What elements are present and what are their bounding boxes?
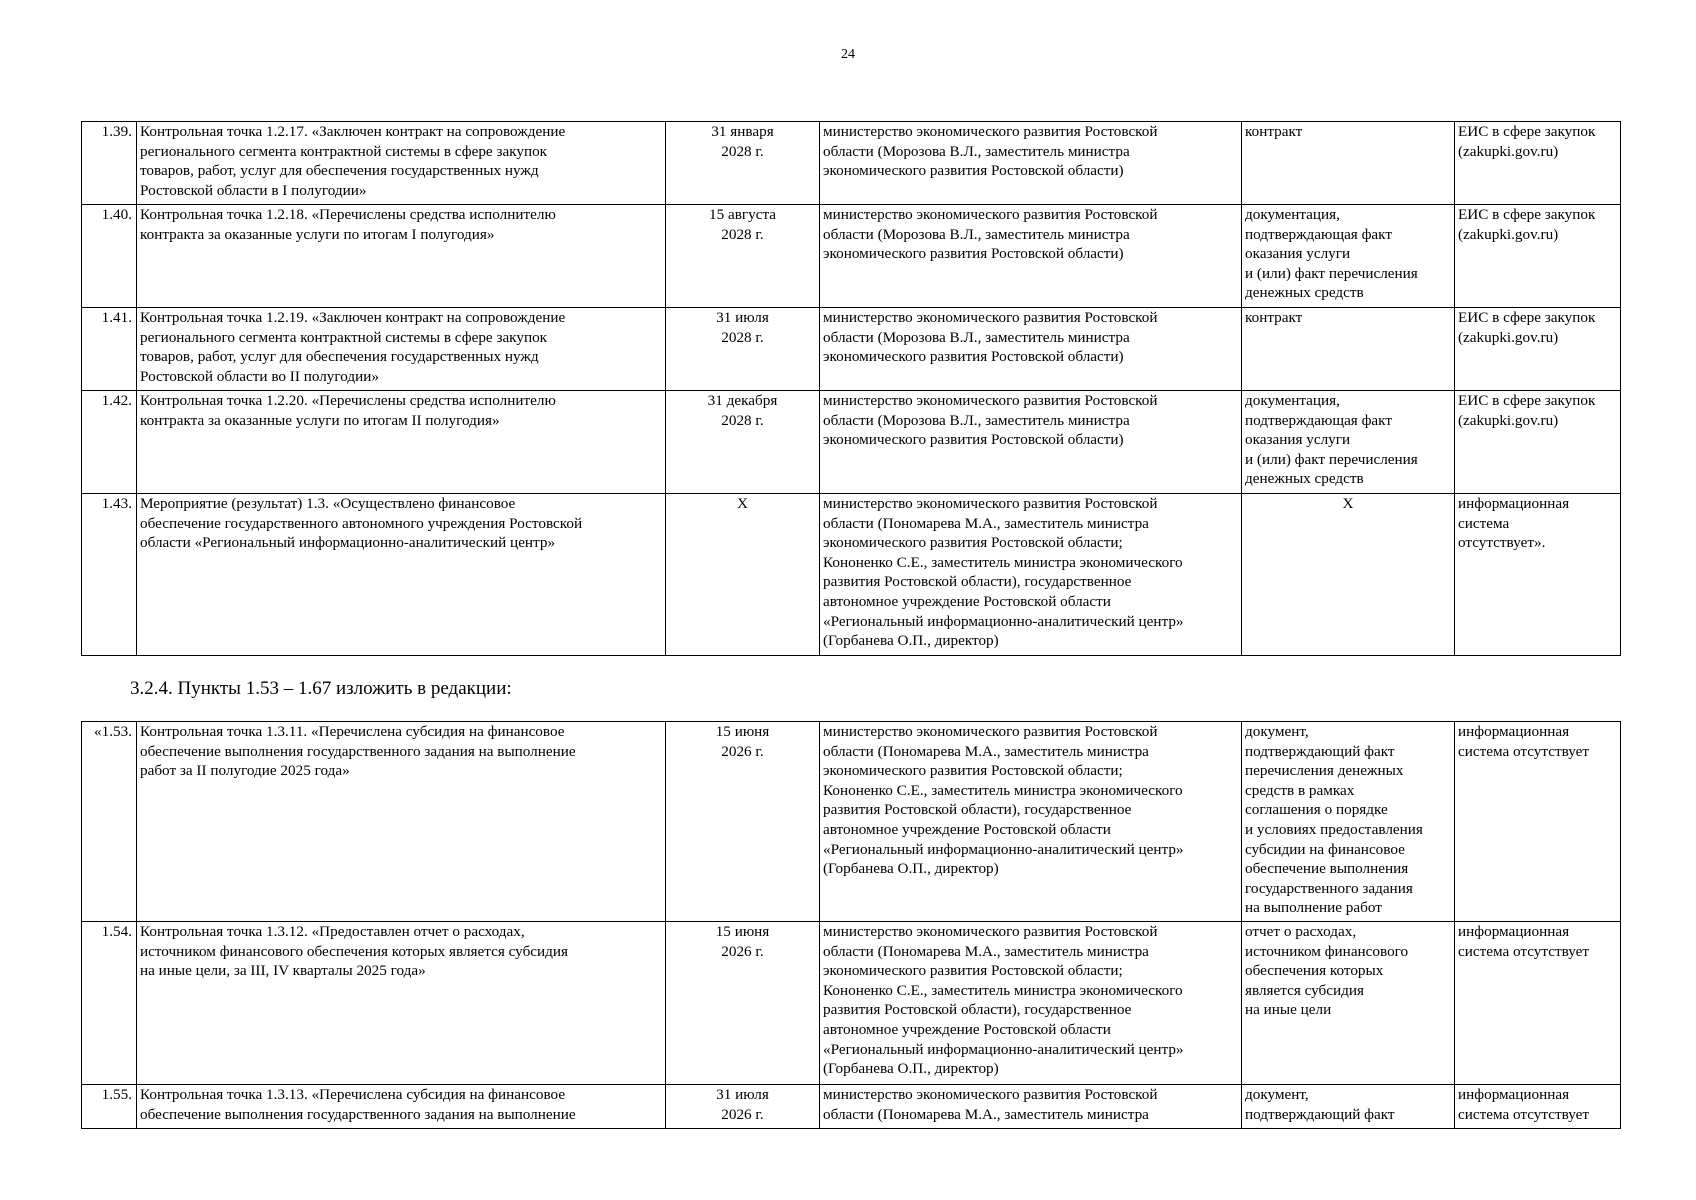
row-date: 15 августа 2028 г. <box>666 205 820 308</box>
row-responsible: министерство экономического развития Ростовской области (Пономарева М.А., заместитель министра экономического развития Ростовской области; Кононенко С.Е., заместитель министра экономического развития Ростовской области), государственное автономное учреждение Ростовской области «Региональный информационно-аналитический центр» (Горбанева О.П., директор) <box>820 922 1242 1085</box>
row-system: информационная система отсутствует <box>1455 722 1621 922</box>
table-row <box>82 1085 1621 1129</box>
control-points-table <box>81 121 1621 656</box>
page-number: 24 <box>841 47 855 62</box>
table-row <box>82 722 1621 922</box>
row-document: отчет о расходах, источником финансового обеспечения которых является субсидия на иные цели <box>1242 922 1455 1085</box>
table-row <box>82 122 1621 205</box>
row-date: 31 июля 2026 г. <box>666 1085 820 1129</box>
row-number: 1.54. <box>82 922 137 1085</box>
row-name: Контрольная точка 1.2.17. «Заключен контракт на сопровождение регионального сегмента контрактной системы в сфере закупок товаров, работ, услуг для обеспечения государственных нужд Ростовской области в I полугодии» <box>137 122 666 205</box>
row-date: Х <box>666 494 820 656</box>
row-name: Контрольная точка 1.2.20. «Перечислены средства исполнителю контракта за оказанные услуги по итогам II полугодия» <box>137 391 666 494</box>
row-number: «1.53. <box>82 722 137 922</box>
row-name: Мероприятие (результат) 1.3. «Осуществлено финансовое обеспечение государственного автономного учреждения Ростовской области «Региональный информационно-аналитический центр» <box>137 494 666 656</box>
row-name: Контрольная точка 1.3.13. «Перечислена субсидия на финансовое обеспечение выполнения государственного задания на выполнение <box>137 1085 666 1129</box>
row-number: 1.39. <box>82 122 137 205</box>
row-document: документ, подтверждающий факт перечисления денежных средств в рамках соглашения о порядке и условиях предоставления субсидии на финансовое обеспечение выполнения государственного задания на выполнение работ <box>1242 722 1455 922</box>
row-responsible: министерство экономического развития Ростовской области (Пономарева М.А., заместитель министра <box>820 1085 1242 1129</box>
row-system: ЕИС в сфере закупок (zakupki.gov.ru) <box>1455 122 1621 205</box>
table-row <box>82 205 1621 308</box>
row-responsible: министерство экономического развития Ростовской области (Пономарева М.А., заместитель министра экономического развития Ростовской области; Кононенко С.Е., заместитель министра экономического развития Ростовской области), государственное автономное учреждение Ростовской области «Региональный информационно-аналитический центр» (Горбанева О.П., директор) <box>820 722 1242 922</box>
row-name: Контрольная точка 1.3.12. «Предоставлен отчет о расходах, источником финансового обеспечения которых является субсидия на иные цели, за III, IV кварталы 2025 года» <box>137 922 666 1085</box>
row-name: Контрольная точка 1.3.11. «Перечислена субсидия на финансовое обеспечение выполнения государственного задания на выполнение работ за II полугодие 2025 года» <box>137 722 666 922</box>
row-number: 1.43. <box>82 494 137 656</box>
row-date: 31 января 2028 г. <box>666 122 820 205</box>
row-date: 15 июня 2026 г. <box>666 922 820 1085</box>
section-heading: 3.2.4. Пункты 1.53 – 1.67 изложить в редакции: <box>130 678 512 699</box>
table-row <box>82 494 1621 656</box>
row-system: информационная система отсутствует <box>1455 922 1621 1085</box>
row-document: документация, подтверждающая факт оказания услуги и (или) факт перечисления денежных средств <box>1242 391 1455 494</box>
row-date: 15 июня 2026 г. <box>666 722 820 922</box>
row-document: контракт <box>1242 122 1455 205</box>
table-row <box>82 391 1621 494</box>
row-date: 31 декабря 2028 г. <box>666 391 820 494</box>
row-number: 1.41. <box>82 308 137 391</box>
row-system: ЕИС в сфере закупок (zakupki.gov.ru) <box>1455 308 1621 391</box>
row-system: ЕИС в сфере закупок (zakupki.gov.ru) <box>1455 391 1621 494</box>
row-responsible: министерство экономического развития Ростовской области (Морозова В.Л., заместитель министра экономического развития Ростовской области) <box>820 205 1242 308</box>
row-document: Х <box>1242 494 1455 656</box>
row-name: Контрольная точка 1.2.18. «Перечислены средства исполнителю контракта за оказанные услуги по итогам I полугодия» <box>137 205 666 308</box>
row-document: документация, подтверждающая факт оказания услуги и (или) факт перечисления денежных средств <box>1242 205 1455 308</box>
row-number: 1.55. <box>82 1085 137 1129</box>
row-responsible: министерство экономического развития Ростовской области (Пономарева М.А., заместитель министра экономического развития Ростовской области; Кононенко С.Е., заместитель министра экономического развития Ростовской области), государственное автономное учреждение Ростовской области «Региональный информационно-аналитический центр» (Горбанева О.П., директор) <box>820 494 1242 656</box>
row-responsible: министерство экономического развития Ростовской области (Морозова В.Л., заместитель министра экономического развития Ростовской области) <box>820 308 1242 391</box>
row-name: Контрольная точка 1.2.19. «Заключен контракт на сопровождение регионального сегмента контрактной системы в сфере закупок товаров, работ, услуг для обеспечения государственных нужд Ростовской области во II полугодии» <box>137 308 666 391</box>
row-system: информационная система отсутствует». <box>1455 494 1621 656</box>
table-row <box>82 308 1621 391</box>
row-document: контракт <box>1242 308 1455 391</box>
row-date: 31 июля 2028 г. <box>666 308 820 391</box>
row-responsible: министерство экономического развития Ростовской области (Морозова В.Л., заместитель министра экономического развития Ростовской области) <box>820 122 1242 205</box>
row-responsible: министерство экономического развития Ростовской области (Морозова В.Л., заместитель министра экономического развития Ростовской области) <box>820 391 1242 494</box>
row-system: информационная система отсутствует <box>1455 1085 1621 1129</box>
table-row <box>82 922 1621 1085</box>
control-points-table-continued <box>81 721 1621 1129</box>
row-document: документ, подтверждающий факт <box>1242 1085 1455 1129</box>
row-system: ЕИС в сфере закупок (zakupki.gov.ru) <box>1455 205 1621 308</box>
row-number: 1.42. <box>82 391 137 494</box>
row-number: 1.40. <box>82 205 137 308</box>
